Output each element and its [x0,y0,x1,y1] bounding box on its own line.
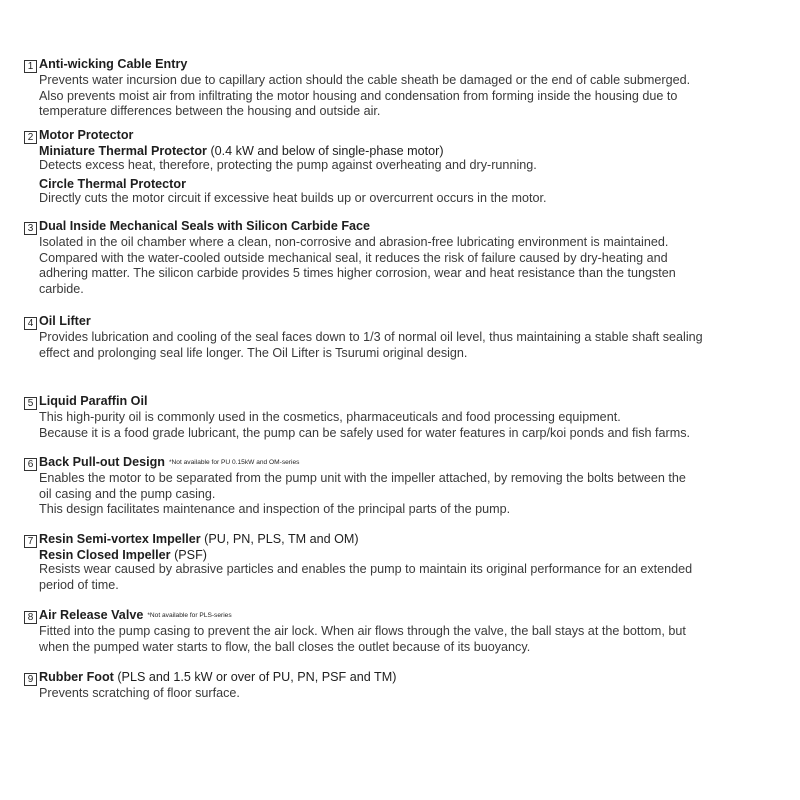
body-line: effect and prolonging seal life longer. The Oil Lifter is Tsurumi original design. [39,345,468,360]
section-5 [24,394,796,441]
body-line: when the pumped water starts to flow, the ball closes the outlet because of its buoyancy. [39,639,531,654]
section-heading [24,455,796,471]
body-line: Prevents scratching of floor surface. [39,686,240,700]
section-7 [24,532,796,593]
body-line: This high-purity oil is commonly used in the cosmetics, pharmaceuticals and food processing equipment. [39,410,621,424]
title-paren: (PLS and 1.5 kW or over of PU, PN, PSF and TM) [113,670,397,684]
subheading-paren: (PSF) [170,548,207,562]
body-line: Detects excess heat, therefore, protecting the pump against overheating and dry-running. [39,158,537,172]
body-line: carbide. [39,281,84,296]
section-heading [24,128,796,144]
section-title: Back Pull-out Design [39,455,165,469]
section-title: Rubber Foot [39,670,114,684]
availability-note: *Not available for PLS-series [147,612,232,619]
subheading-bold: Miniature Thermal Protector [39,144,207,158]
section-number-box: 9 [24,673,37,686]
section-4 [24,314,796,361]
section-heading [24,219,796,235]
body-line: Because it is a food grade lubricant, the pump can be safely used for water features in carp/koi ponds and fish farms. [39,425,691,440]
section-6 [24,455,796,518]
section-body [39,73,796,120]
section-title: Anti-wicking Cable Entry [39,57,188,71]
section-number-box: 1 [24,60,37,73]
body-line: Prevents water incursion due to capillary action should the cable sheath be damaged or the end of cable submerged. [39,73,691,87]
section-body [39,562,796,593]
section-heading [24,670,796,686]
section-number-box: 7 [24,535,37,548]
subheading [39,548,796,562]
section-8 [24,608,796,655]
section-title: Oil Lifter [39,314,91,328]
body-line: temperature differences between the housing and outside air. [39,104,381,118]
section-3 [24,219,796,297]
body-line: Compared with the water-cooled outside mechanical seal, it reduces the risk of failure caused by dry-heating and [39,250,668,265]
section-body [39,686,796,702]
section-title: Motor Protector [39,128,134,142]
body-line: period of time. [39,577,119,592]
section-number-box: 6 [24,458,37,471]
section-9 [24,670,796,702]
section-body [39,410,796,441]
section-title: Liquid Paraffin Oil [39,394,148,408]
section-number-box: 8 [24,611,37,624]
body-line: Provides lubrication and cooling of the seal faces down to 1/3 of normal oil level, thus maintaining a stable shaft sealing [39,330,703,344]
section-heading [24,532,796,548]
body-line: Resists wear caused by abrasive particles and enables the pump to maintain its original performance for an extended [39,562,693,576]
body-line: adhering matter. The silicon carbide provides 5 times higher corrosion, wear and heat resistance than the tungsten [39,266,676,280]
availability-note: *Not available for PU 0.15kW and OM-series [168,459,300,466]
section-number-box: 5 [24,397,37,410]
section-body [39,471,796,518]
section-heading [24,314,796,330]
section-body [39,191,796,207]
subheading-bold: Resin Closed Impeller [39,548,171,562]
section-heading [24,608,796,624]
subheading [39,177,796,191]
section-number-box: 2 [24,131,37,144]
body-line: Also prevents moist air from infiltrating the motor housing and condensation from forming inside the housing due to [39,88,678,103]
section-body [39,158,796,174]
body-line: Isolated in the oil chamber where a clean, non-corrosive and abrasion-free lubricating environment is maintained. [39,235,669,249]
section-number-box: 4 [24,317,37,330]
section-title: Dual Inside Mechanical Seals with Silicon Carbide Face [39,219,371,233]
section-heading [24,394,796,410]
section-2 [24,128,796,206]
body-line: oil casing and the pump casing. [39,486,216,501]
body-line: Enables the motor to be separated from the pump unit with the impeller attached, by removing the bolts between the [39,471,686,485]
section-body [39,235,796,297]
section-1 [24,57,796,120]
section-body [39,624,796,655]
title-paren: (PU, PN, PLS, TM and OM) [200,532,359,546]
body-line: This design facilitates maintenance and inspection of the principal parts of the pump. [39,502,511,516]
section-body [39,330,796,361]
body-line: Fitted into the pump casing to prevent the air lock. When air flows through the valve, the ball stays at the bottom, but [39,624,686,638]
subheading [39,144,796,158]
section-heading [24,57,796,73]
subheading-bold: Circle Thermal Protector [39,176,186,191]
section-number-box: 3 [24,222,37,235]
section-title: Air Release Valve [39,608,144,622]
body-line: Directly cuts the motor circuit if excessive heat builds up or overcurrent occurs in the motor. [39,190,547,205]
subheading-paren: (0.4 kW and below of single-phase motor) [206,144,444,158]
section-title: Resin Semi-vortex Impeller [39,532,201,546]
